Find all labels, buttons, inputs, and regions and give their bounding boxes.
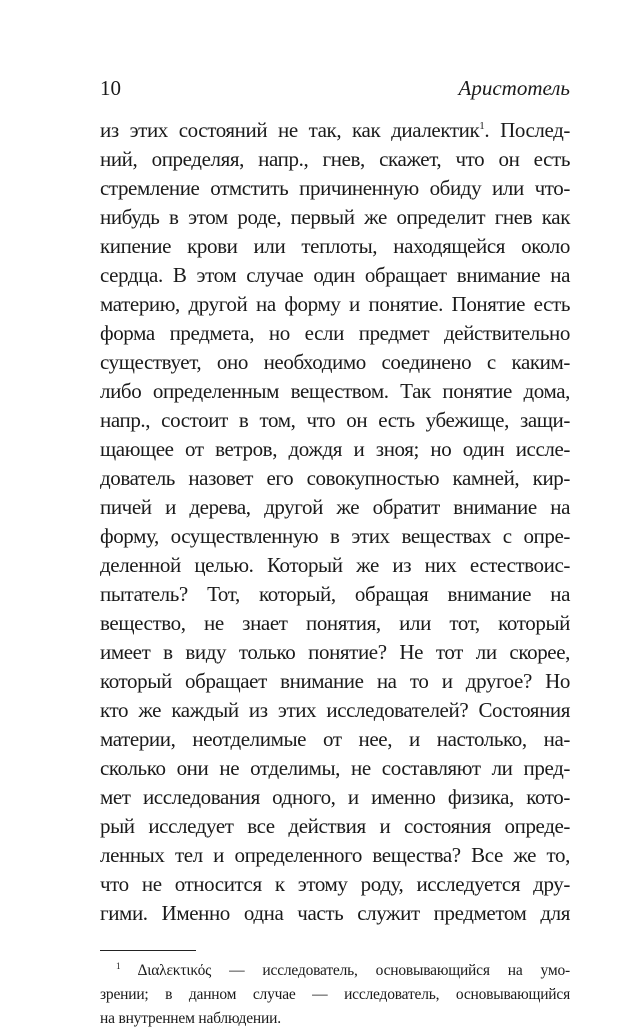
text-line-content: имеет в виду только понятие? Не тот ли скорее,: [100, 640, 570, 664]
text-line-content: материи, неотделимые от нее, и настолько, на-: [100, 727, 570, 751]
text-line: [100, 841, 570, 870]
running-title: Аристотель: [458, 76, 570, 100]
text-line-content: кипение крови или теплоты, находящейся около: [100, 234, 570, 258]
text-line-content: либо определенным веществом. Так понятие дома,: [100, 379, 570, 403]
text-line: [100, 406, 570, 435]
text-line-content: который обращает внимание на то и другое? Но: [100, 669, 570, 693]
text-line: [100, 522, 570, 551]
page-header: [100, 74, 570, 102]
text-line-content: форму, осуществленную в этих веществах с опре-: [100, 524, 570, 548]
text-line: [100, 232, 570, 261]
text-line: [100, 319, 570, 348]
text-line: [100, 174, 570, 203]
body-text: [100, 116, 570, 928]
page-number: 10: [100, 76, 121, 100]
text-line-content: из этих состояний не так, как диалектик: [100, 118, 480, 142]
text-line-content: мет исследования одного, и именно физика, кото-: [100, 785, 570, 809]
text-line-content: деленной целью. Который же из них естествоис-: [100, 553, 570, 577]
text-line: [100, 638, 570, 667]
text-line: [100, 725, 570, 754]
text-line: [100, 435, 570, 464]
text-line-content: вещество, не знает понятия, или тот, который: [100, 611, 570, 635]
footnote-divider: [100, 950, 196, 951]
text-line-content: щающее от ветров, дождя и зноя; но один иссле-: [100, 437, 570, 461]
text-line-content: ний, определяя, напр., гнев, скажет, что он есть: [100, 147, 570, 171]
text-line: [100, 464, 570, 493]
text-line: [100, 609, 570, 638]
text-line-content: материю, другой на форму и понятие. Понятие есть: [100, 292, 570, 316]
text-line: [100, 667, 570, 696]
text-line: [100, 348, 570, 377]
text-line-content: напр., состоит в том, что он есть убежище, защи-: [100, 408, 570, 432]
text-line: [100, 551, 570, 580]
text-line-content: пытатель? Тот, который, обращая внимание на: [100, 582, 570, 606]
text-line-content: сердца. В этом случае один обращает внимание на: [100, 263, 570, 287]
text-line: [100, 290, 570, 319]
footnote-line: [100, 959, 570, 983]
text-line-content: что не относится к этому роду, исследуется дру-: [100, 872, 570, 896]
text-line: [100, 899, 570, 928]
footnote-text: Διαλεκτικός — исследователь, основывающийся на умо-: [137, 962, 570, 979]
text-line-content: форма предмета, но если предмет действительно: [100, 321, 570, 345]
footnote-marker: 1: [116, 960, 121, 971]
text-line: [100, 261, 570, 290]
text-line-content: существует, оно необходимо соединено с каким-: [100, 350, 570, 374]
text-line: [100, 203, 570, 232]
text-line-content: кто же каждый из этих исследователей? Состояния: [100, 698, 570, 722]
footnote-reference: 1: [479, 120, 485, 132]
text-line-content: сколько они не отделимы, не составляют ли пред-: [100, 756, 570, 780]
text-line: [100, 696, 570, 725]
text-line: [100, 812, 570, 841]
text-line: [100, 145, 570, 174]
text-line: [100, 870, 570, 899]
text-line: [100, 377, 570, 406]
text-line: [100, 783, 570, 812]
text-line: [100, 580, 570, 609]
text-line: [100, 493, 570, 522]
footnote-line: зрении; в данном случае — исследователь, основывающийся: [100, 986, 570, 1003]
text-line-content: дователь назовет его совокупностью камней, кир-: [100, 466, 570, 490]
text-line-content: стремление отмстить причиненную обиду или что-: [100, 176, 570, 200]
text-line-content: гими. Именно одна часть служит предметом для: [100, 901, 570, 925]
text-line-content: пичей и дерева, другой же обратит внимание на: [100, 495, 570, 519]
text-line-continuation: . Послед-: [484, 118, 570, 142]
text-line: [100, 754, 570, 783]
footnote: [100, 959, 570, 1031]
footnote-line: на внутреннем наблюдении.: [100, 1010, 281, 1027]
text-line: [100, 116, 570, 145]
text-line-content: ленных тел и определенного вещества? Все же то,: [100, 843, 570, 867]
text-line-content: нибудь в этом роде, первый же определит гнев как: [100, 205, 570, 229]
text-line-content: рый исследует все действия и состояния опреде-: [100, 814, 570, 838]
